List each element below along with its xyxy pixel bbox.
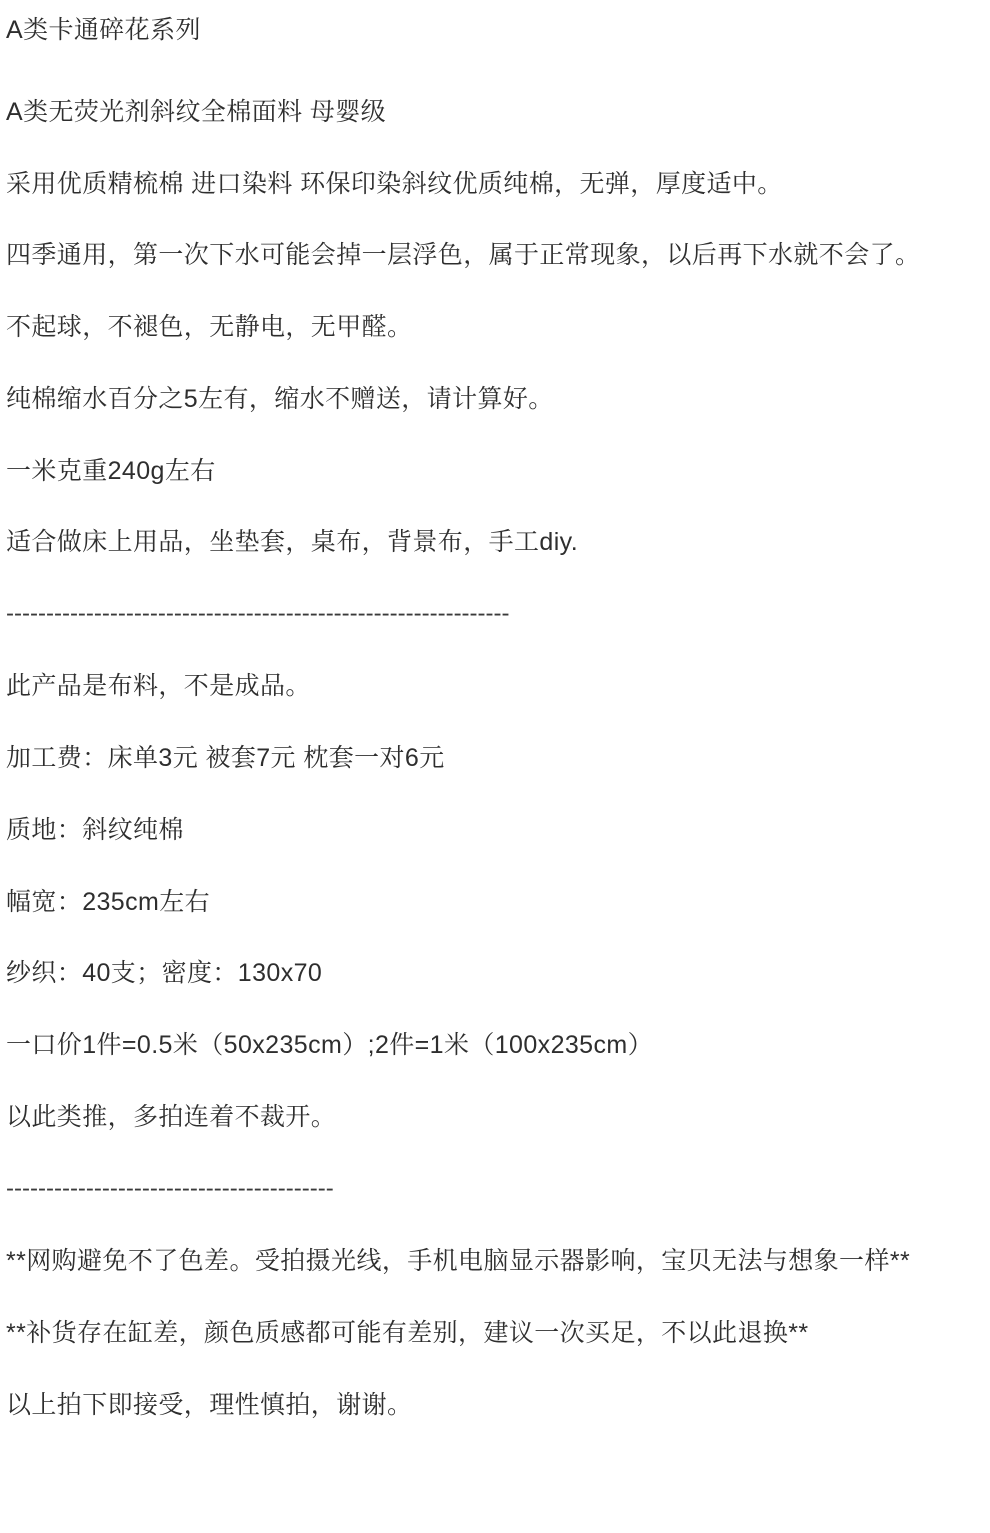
yarn-density-line: 纱织：40支；密度：130x70: [6, 959, 323, 988]
price-unit-line: 一口价1件=0.5米（50x235cm）;2件=1米（100x235cm）: [6, 1031, 654, 1060]
acceptance-note-line: 以上拍下即接受，理性慎拍，谢谢。: [6, 1390, 413, 1419]
shrinkage-note-line: 纯棉缩水百分之5左有，缩水不赠送，请计算好。: [6, 384, 554, 413]
product-grade-line: A类无荧光剂斜纹全棉面料 母婴级: [6, 97, 387, 126]
usage-line: 适合做床上用品，坐垫套，桌布，背景布，手工diy.: [6, 528, 579, 557]
cutting-note-line: 以此类推，多拍连着不裁开。: [6, 1102, 337, 1131]
weight-line: 一米克重240g左右: [6, 456, 216, 485]
width-line: 幅宽：235cm左右: [6, 887, 211, 916]
product-type-note-line: 此产品是布料，不是成品。: [6, 672, 311, 701]
section-divider-2: -----------------------------------------: [6, 1174, 334, 1202]
washing-note-line: 四季通用，第一次下水可能会掉一层浮色，属于正常现象，以后再下水就不会了。: [6, 241, 921, 270]
color-difference-note-line: **网购避免不了色差。受拍摄光线，手机电脑显示器影响，宝贝无法与想象一样**: [6, 1247, 911, 1276]
quality-features-line: 不起球，不褪色，无静电，无甲醛。: [6, 313, 413, 341]
section-divider-1: ---------------------------------------------------------------: [6, 600, 510, 627]
processing-fee-line: 加工费：床单3元 被套7元 枕套一对6元: [6, 744, 445, 773]
restock-note-line: **补货存在缸差，颜色质感都可能有差别，建议一次买足，不以此退换**: [6, 1318, 809, 1347]
material-description-line: 采用优质精梳棉 进口染料 环保印染斜纹优质纯棉，无弹，厚度适中。: [6, 169, 783, 198]
texture-line: 质地：斜纹纯棉: [6, 815, 184, 844]
page-title: A类卡通碎花系列: [6, 16, 201, 44]
